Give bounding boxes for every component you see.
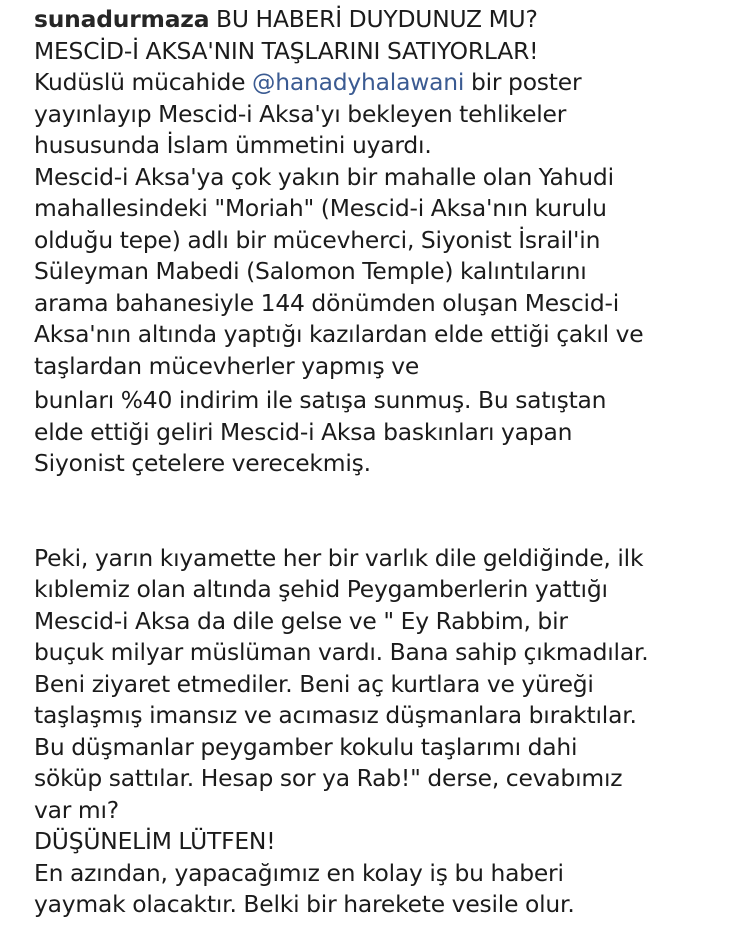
- caption-line: Mescid-i Aksa da dile gelse ve " Ey Rabbim, bir: [34, 606, 568, 635]
- caption-line: Peki, yarın kıyamette her bir varlık dile geldiğinde, ilk: [34, 543, 644, 572]
- caption-line: Aksa'nın altında yaptığı kazılardan elde ettiği çakıl ve: [34, 320, 644, 348]
- headline-text: MESCİD-İ AKSA'NIN TAŞLARINI SATIYORLAR!: [34, 36, 539, 65]
- caption-line: hususunda İslam ümmetini uyardı.: [34, 131, 432, 159]
- caption-line: DÜŞÜNELİM LÜTFEN!: [34, 827, 276, 855]
- caption-text: Kudüslü mücahide: [34, 68, 253, 96]
- caption-line: olduğu tepe) adlı bir mücevherci, Siyonist İsrail'in: [34, 225, 601, 254]
- caption-line: var mı?: [34, 795, 120, 824]
- headline-text: BU HABERİ DUYDUNUZ MU?: [209, 5, 538, 33]
- caption-text: bir poster: [464, 68, 582, 96]
- caption-line: kıblemiz olan altında şehid Peygamberlerin yattığı: [34, 575, 608, 603]
- caption-line: En azından, yapacağımız en kolay iş bu haberi: [34, 858, 564, 887]
- username-link[interactable]: sunadurmaza: [34, 5, 210, 33]
- caption-line: arama bahanesiyle 144 dönümden oluşan Mescid-i: [34, 288, 620, 317]
- caption-line: bunları %40 indirim ile satışa sunmuş. Bu satıştan: [34, 386, 607, 414]
- caption-line: Siyonist çetelere verecekmiş.: [34, 449, 371, 477]
- caption-line: yayınlayıp Mescid-i Aksa'yı bekleyen tehlikeler: [34, 99, 567, 128]
- caption-line: Bu düşmanlar peygamber kokulu taşlarımı dahi: [34, 732, 578, 761]
- caption-line: mahallesindeki "Moriah" (Mescid-i Aksa'nın kurulu: [34, 194, 607, 222]
- paragraph-spacer: [34, 480, 744, 543]
- mention-link[interactable]: @hanadyhalawani: [252, 68, 465, 96]
- post-caption: [34, 4, 744, 921]
- caption-line: Süleyman Mabedi (Salomon Temple) kalıntılarını: [34, 257, 587, 285]
- caption-line: yaymak olacaktır. Belki bir harekete vesile olur.: [34, 890, 575, 918]
- caption-line: söküp sattılar. Hesap sor ya Rab!" derse, cevabımız: [34, 764, 623, 792]
- caption-line: taşlaşmış imansız ve acımasız düşmanlara bıraktılar.: [34, 701, 637, 729]
- caption-header-line: [34, 4, 744, 36]
- caption-line: [34, 67, 744, 99]
- caption-line: buçuk milyar müslüman vardı. Bana sahip çıkmadılar.: [34, 638, 649, 666]
- caption-line: taşlardan mücevherler yapmış ve: [34, 351, 420, 380]
- caption-line: Mescid-i Aksa'ya çok yakın bir mahalle olan Yahudi: [34, 162, 614, 191]
- caption-line: elde ettiği geliri Mescid-i Aksa baskınları yapan: [34, 417, 573, 446]
- caption-line: Beni ziyaret etmediler. Beni aç kurtlara ve yüreği: [34, 669, 594, 698]
